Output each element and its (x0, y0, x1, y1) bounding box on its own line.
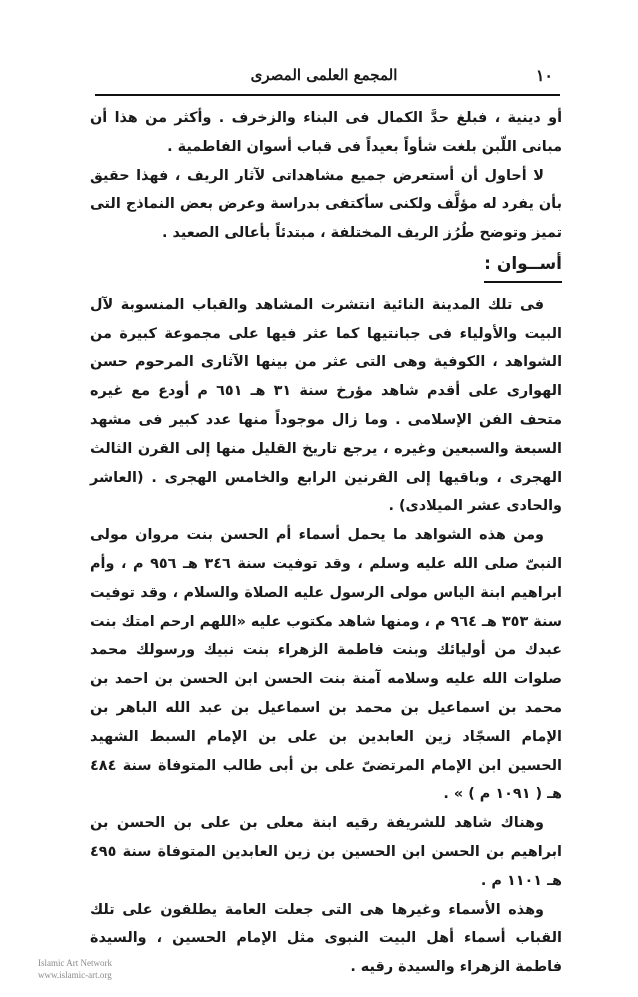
header-rule (95, 94, 560, 96)
paragraph-3: فى تلك المدينة النائية انتشرت المشاهد والقباب المنسوبة لآل البيت والأولياء فى جبانتيها كما عثر فيها على مجموعة كبيرة من الشواهد ، الكوفية وهى التى عثر من بينها الآثارى المرحوم حسن الهوارى على أقدم شاهد مؤرخ سنة ٣١ هـ ٦٥١ م أودع مع غيره متحف الفن الإسلامى . وما زال موجوداً منها عدد كبير فى مشهد السبعة والسبعين وغيره ، يرجع تاريخ القليل منها إلى القرن الثالث الهجرى ، وباقيها إلى القرنين الرابع والخامس الهجرى . (العاشر والحادى عشر الميلادى) . (90, 296, 562, 515)
paragraph-6: وهذه الأسماء وغيرها هى التى جعلت العامة يطلقون على تلك القباب أسماء أهل البيت النبوى مثل الإمام الحسين ، والسيدة فاطمة الزهراء والسيدة رقيه . (90, 901, 562, 976)
watermark-line-2: www.islamic-art.org (38, 970, 112, 980)
page-number: ١٠ (535, 66, 553, 85)
running-title: المجمع العلمى المصرى (250, 66, 398, 84)
page-body (90, 104, 562, 982)
watermark-line-1: Islamic Art Network (38, 958, 112, 968)
page-header (95, 66, 553, 90)
section-heading-aswan: أســوان : (484, 250, 562, 283)
paragraph-4: ومن هذه الشواهد ما يحمل أسماء أم الحسن بنت مروان مولى النبىّ صلى الله عليه وسلم ، وقد توفيت سنة ٣٤٦ هـ ٩٥٦ م ، وأم ابراهيم ابنة الياس مولى الرسول عليه الصلاة والسلام ، وقد توفيت سنة ٣٥٣ هـ ٩٦٤ م ، ومنها شاهد مكتوب عليه «اللهم ارحم امتك بنت عبدك من أوليائك وبنت فاطمة الزهراء بنت نبيك ورسولك محمد صلوات الله عليه وسلامه آمنة بنت الحسن ابن الحسن بن احمد بن محمد بن اسماعيل بن محمد بن اسماعيل بن عبد الله الباهر بن الإمام السجّاد زين العابدين بن على بن الإمام السبط الشهيد الحسين ابن الإمام المرتضىّ على بن أبى طالب المتوفاة سنة ٤٨٤ هـ ( ١٠٩١ م ) » . (90, 527, 563, 803)
watermark (38, 957, 112, 981)
paragraph-2: لا أحاول أن أستعرض جميع مشاهداتى لآثار الريف ، فهذا حقيق بأن يفرد له مؤلَّف ولكنى سأكتفى بدراسة وعرض بعض النماذج التى تميز وتوضح طُرُز الريف المختلفة ، مبتدئاً بأعالى الصعيد . (90, 167, 562, 242)
paragraph-5: وهناك شاهد للشريفة رقيه ابنة معلى بن على بن الحسن بن ابراهيم بن الحسن ابن الحسين بن زين العابدين المتوفاة سنة ٤٩٥ هـ ١١٠١ م . (90, 815, 562, 889)
paragraph-1: أو دينية ، فبلغ حدَّ الكمال فى البناء والزخرف . وأكثر من هذا أن مبانى اللّبن بلغت شأواً بعيداً فى قباب أسوان الفاطمية . (90, 110, 562, 155)
